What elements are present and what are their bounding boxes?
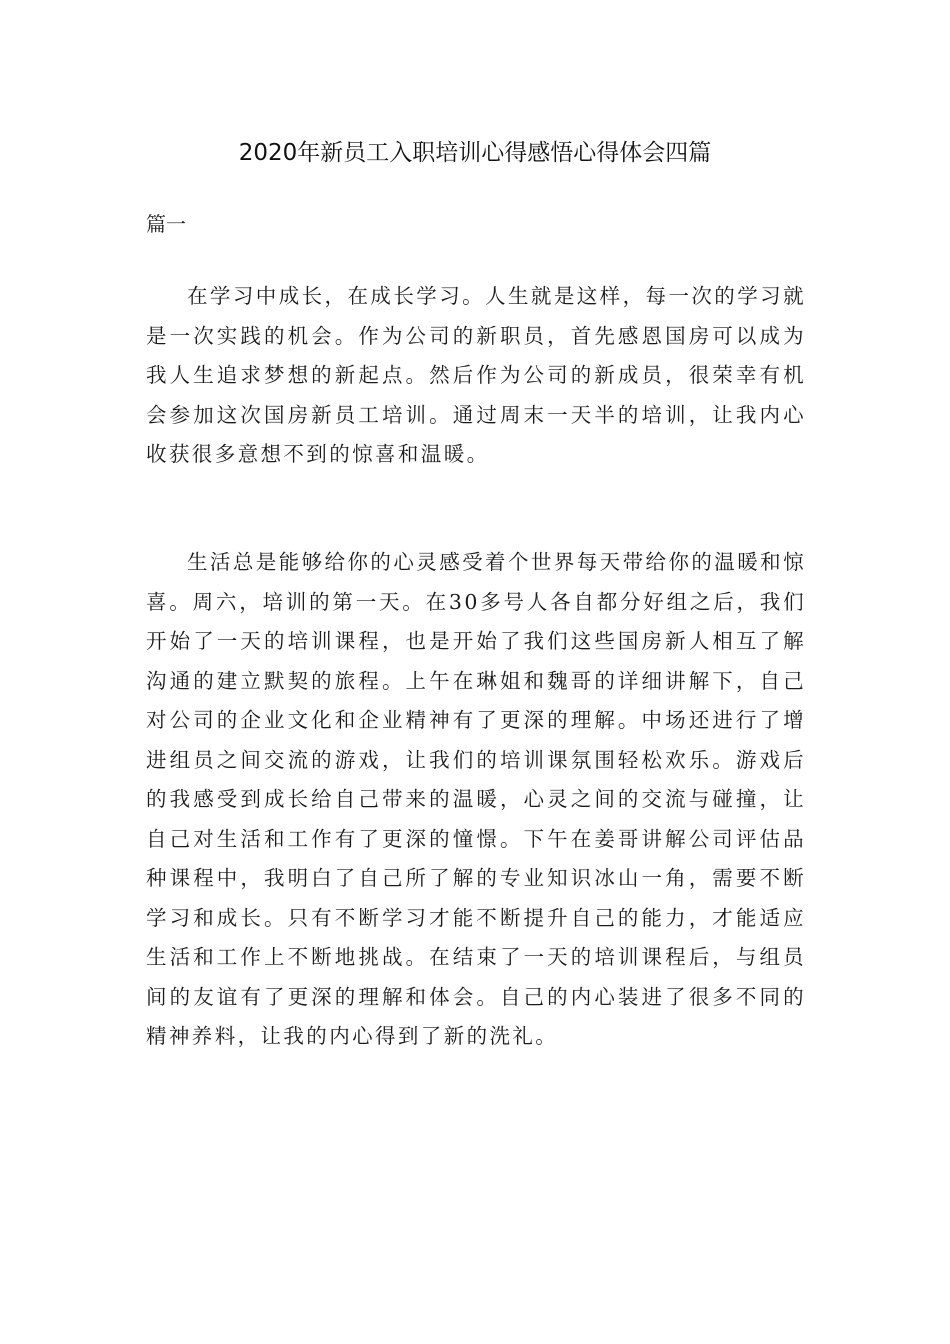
section-label: 篇一 (146, 212, 186, 236)
document-title: 2020年新员工入职培训心得感悟心得体会四篇 (238, 140, 712, 166)
paragraph-2: 生活总是能够给你的心灵感受着个世界每天带给你的温暖和惊喜。周六，培训的第一天。在30多号人各自都分好组之后，我们开始了一天的培训课程，也是开始了我们这些国房新人相互了解沟通的建立默契的旅程。上午在琳姐和魏哥的详细讲解下，自己对公司的企业文化和企业精神有了更深的理解。中场还进行了增进组员之间交流的游戏，让我们的培训课氛围轻松欢乐。游戏后的我感受到成长给自己带来的温暖，心灵之间的交流与碰撞，让自己对生活和工作有了更深的憧憬。下午在姜哥讲解公司评估品种课程中，我明白了自己所了解的专业知识冰山一角，需要不断学习和成长。只有不断学习才能不断提升自己的能力，才能适应生活和工作上不断地挑战。在结束了一天的培训课程后，与组员间的友谊有了更深的理解和体会。自己的内心装进了很多不同的精神养料，让我的内心得到了新的洗礼。 (146, 550, 806, 1048)
paragraph-1: 在学习中成长，在成长学习。人生就是这样，每一次的学习就是一次实践的机会。作为公司的新职员，首先感恩国房可以成为我人生追求梦想的新起点。然后作为公司的新成员，很荣幸有机会参加这次国房新员工培训。通过周末一天半的培训，让我内心收获很多意想不到的惊喜和温暖。 (146, 284, 806, 466)
